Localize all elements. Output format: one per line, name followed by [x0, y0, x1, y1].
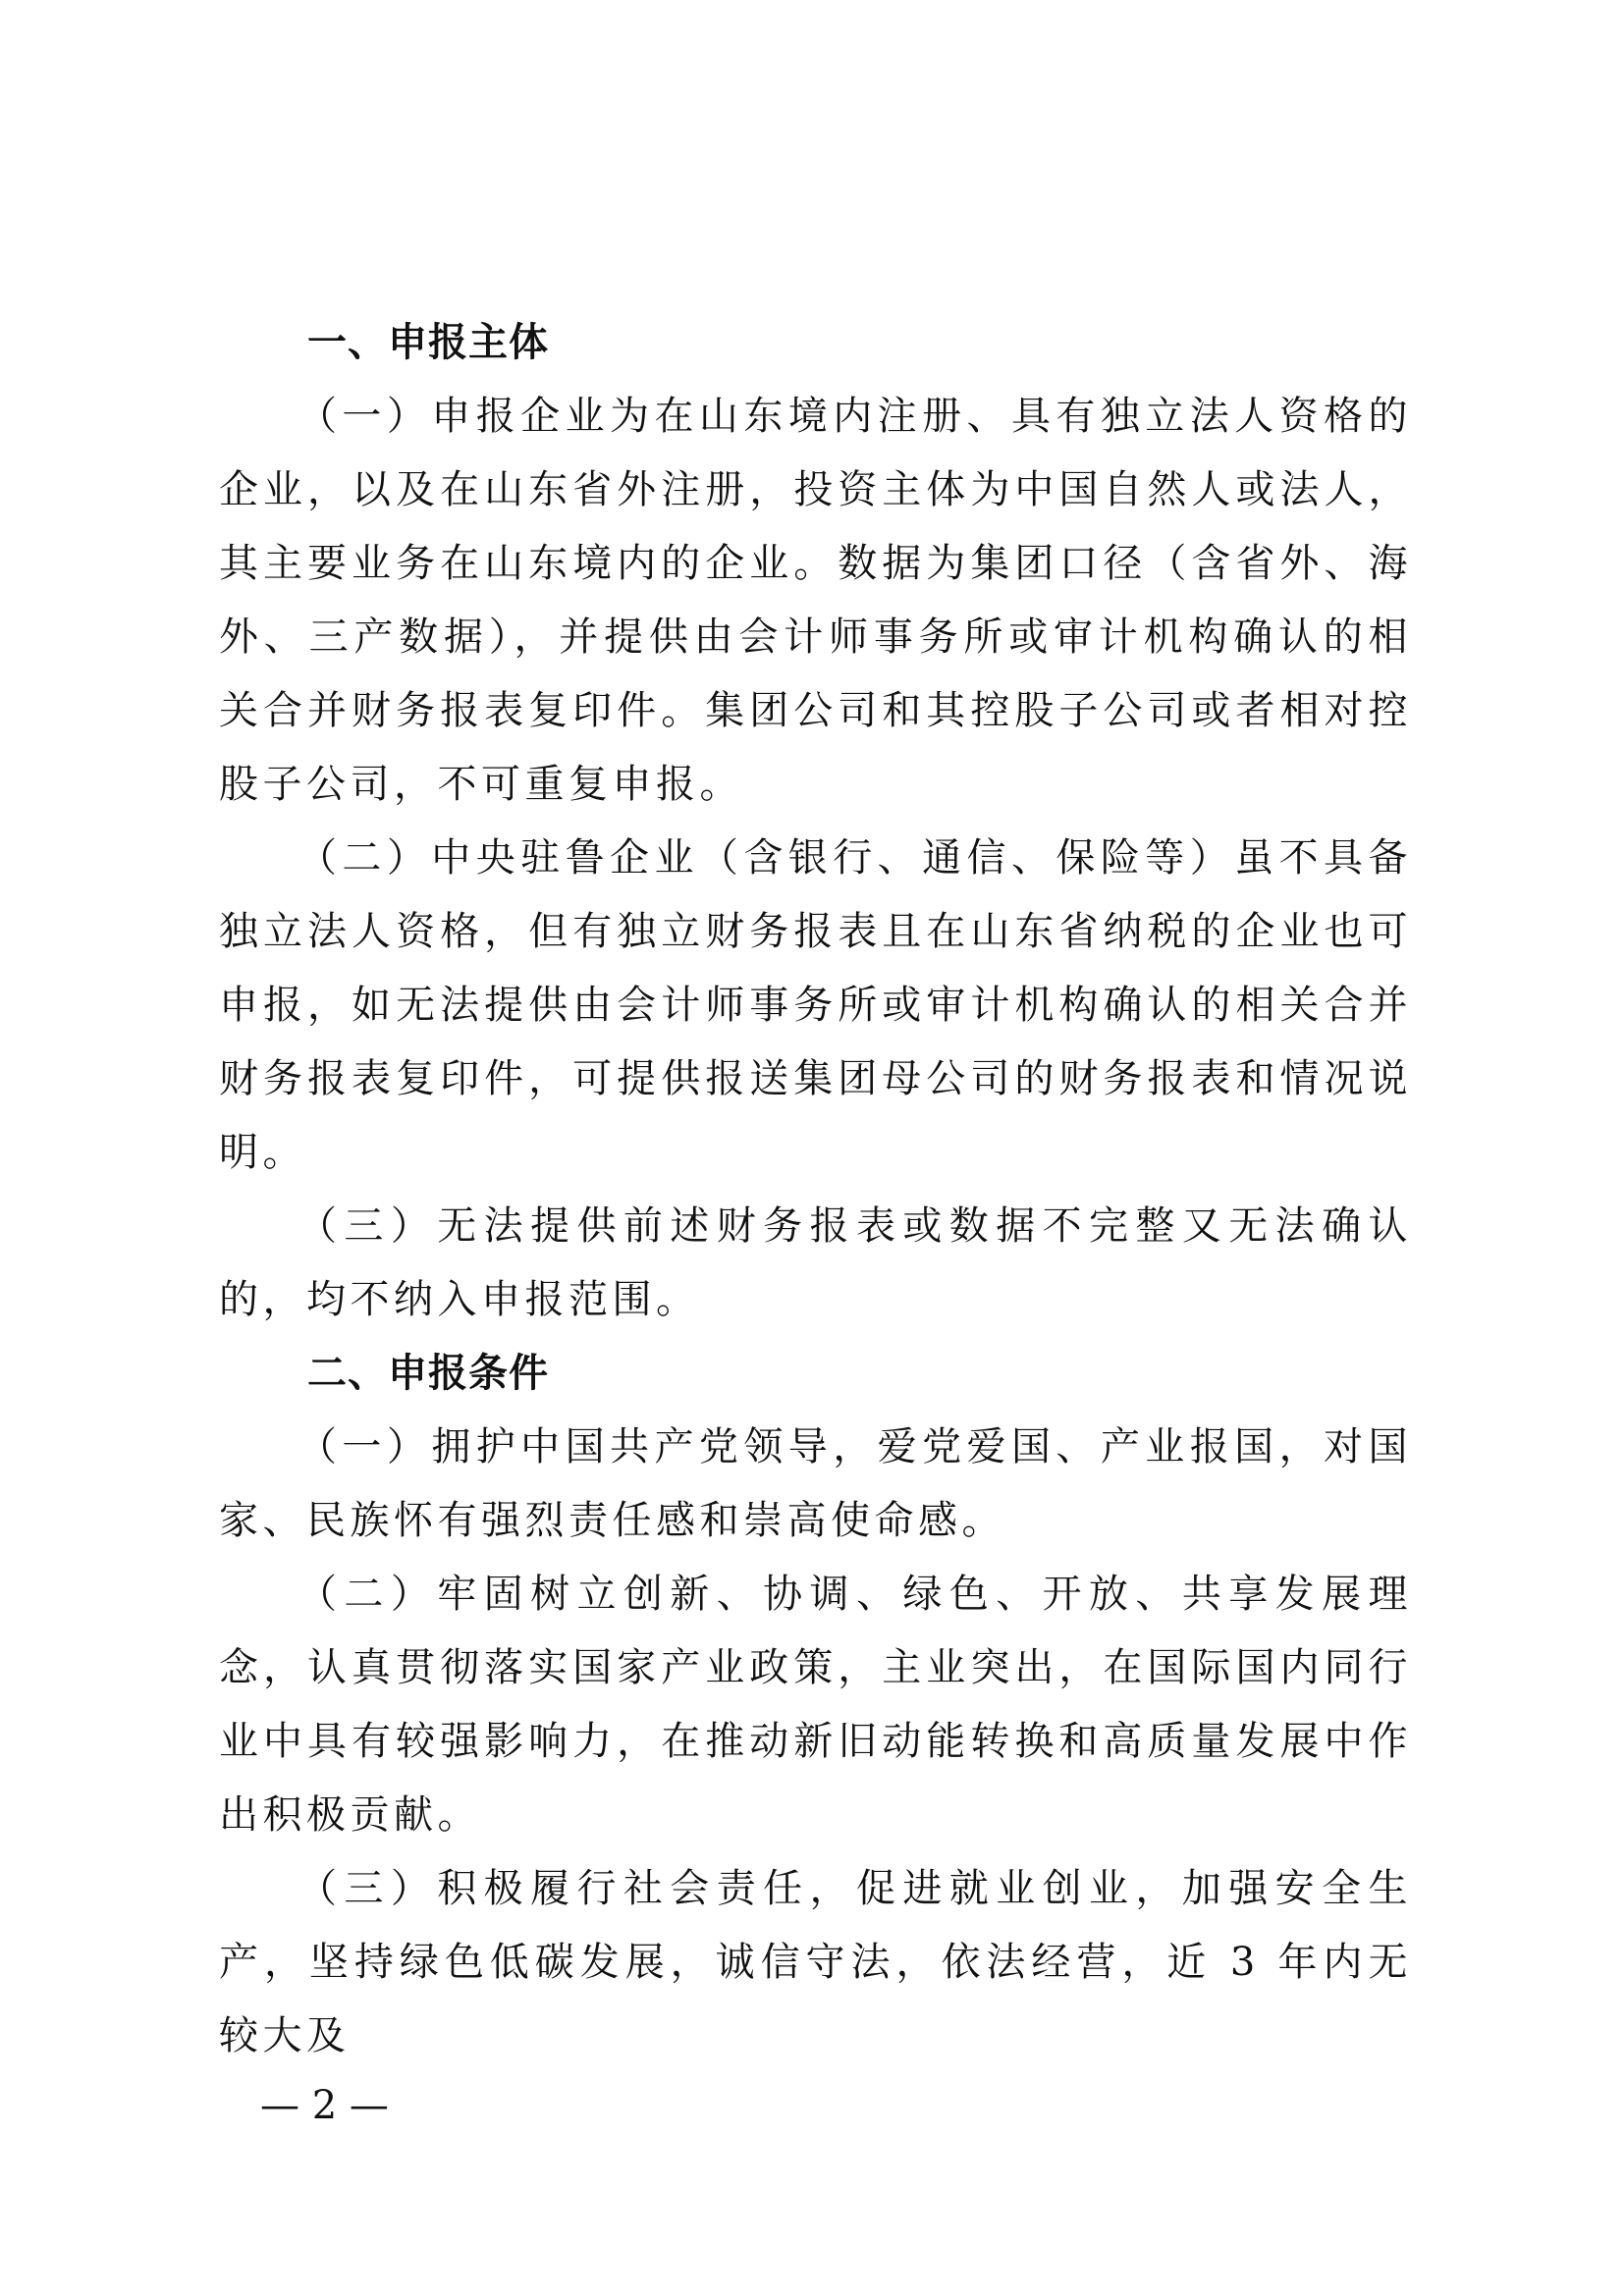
- document-body: [219, 306, 1412, 2073]
- section-heading-application-conditions: 二、申报条件: [307, 1351, 549, 1396]
- section-heading-application-subject: 一、申报主体: [307, 320, 549, 365]
- paragraph-conditions-3: （三）积极履行社会责任，促进就业创业，加强安全生产，坚持绿色低碳发展，诚信守法，依法经营，近 3 年内无较大及: [219, 1866, 1412, 2058]
- page-number: — 2 —: [260, 2083, 389, 2128]
- paragraph-subject-3: （三）无法提供前述财务报表或数据不完整又无法确认的，均不纳入申报范围。: [219, 1203, 1412, 1322]
- paragraph-subject-2: （二）中央驻鲁企业（含银行、通信、保险等）虽不具备独立法人资格，但有独立财务报表且在山东省纳税的企业也可申报，如无法提供由会计师事务所或审计机构确认的相关合并财务报表复印件，可提供报送集团母公司的财务报表和情况说明。: [219, 835, 1412, 1175]
- paragraph-conditions-2: （二）牢固树立创新、协调、绿色、开放、共享发展理念，认真贯彻落实国家产业政策，主业突出，在国际国内同行业中具有较强影响力，在推动新旧动能转换和高质量发展中作出积极贡献。: [219, 1572, 1412, 1838]
- paragraph-subject-1: （一）申报企业为在山东境内注册、具有独立法人资格的企业，以及在山东省外注册，投资主体为中国自然人或法人，其主要业务在山东境内的企业。数据为集团口径（含省外、海外、三产数据），并提供由会计师事务所或审计机构确认的相关合并财务报表复印件。集团公司和其控股子公司或者相对控股子公司，不可重复申报。: [219, 394, 1412, 807]
- paragraph-conditions-1: （一）拥护中国共产党领导，爱党爱国、产业报国，对国家、民族怀有强烈责任感和崇高使命感。: [219, 1424, 1412, 1543]
